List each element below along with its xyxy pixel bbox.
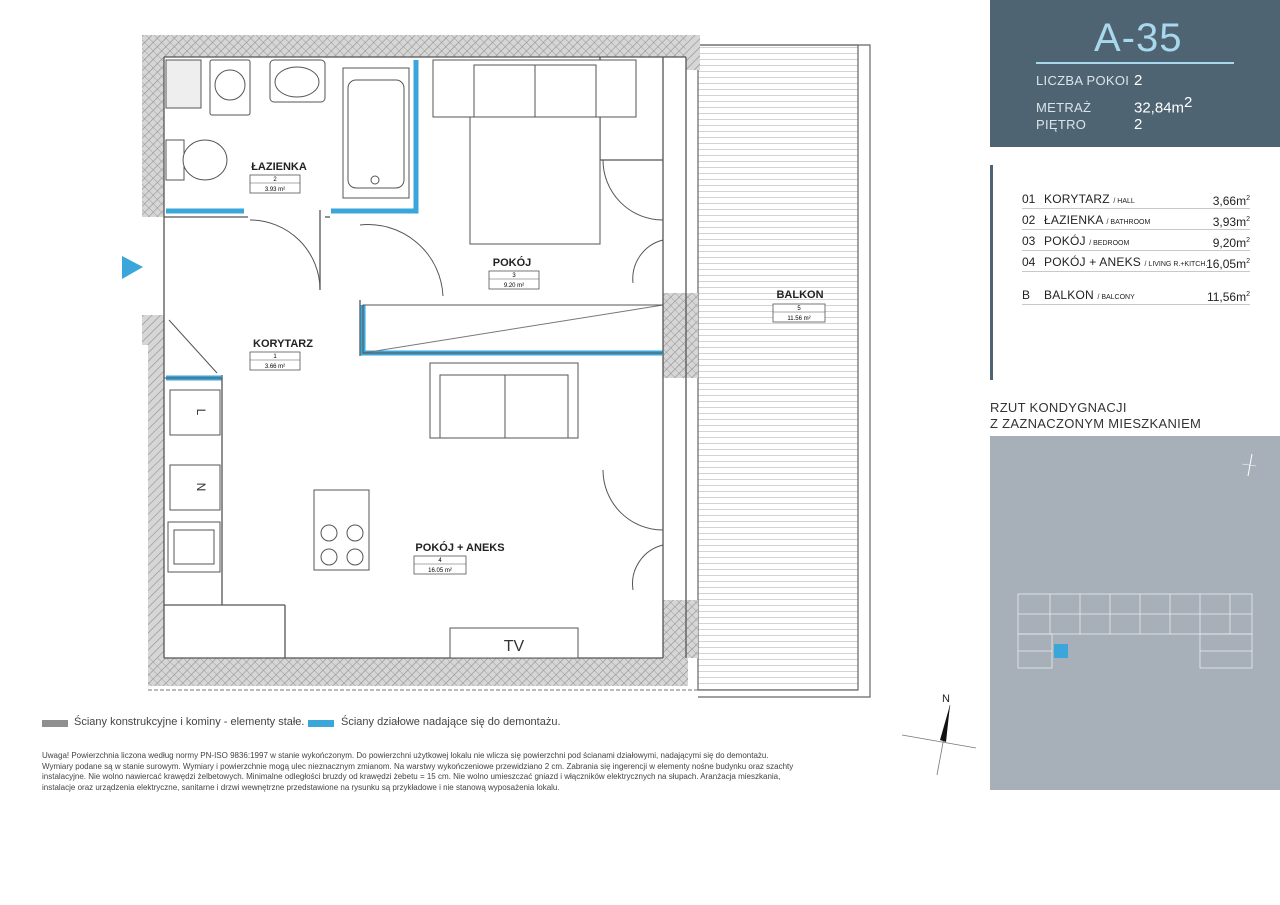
svg-text:3.93 m²: 3.93 m² xyxy=(264,187,286,193)
svg-text:ŁAZIENKA: ŁAZIENKA xyxy=(251,161,307,173)
svg-text:2: 2 xyxy=(273,177,277,183)
svg-text:3.66 m²: 3.66 m² xyxy=(264,364,286,370)
room-label-pokoj-aneks xyxy=(414,541,505,574)
svg-text:BALKON: BALKON xyxy=(776,289,824,301)
tv-label: TV xyxy=(503,638,525,655)
floor-overview-title: RZUT KONDYGNACJI Z ZAZNACZONYM MIESZKANIEM xyxy=(990,400,1202,431)
svg-text:POKÓJ + ANEKS: POKÓJ + ANEKS xyxy=(415,542,505,554)
svg-text:16.05 m²: 16.05 m² xyxy=(428,568,452,574)
svg-text:9.20 m²: 9.20 m² xyxy=(503,283,525,289)
table-row: 02 ŁAZIENKA / BATHROOM $3,93m^2$ xyxy=(1022,213,1250,229)
meta-rooms: LICZBA POKOI 2 xyxy=(1036,72,1143,89)
structural-walls xyxy=(142,35,700,690)
room-label-korytarz xyxy=(250,338,313,370)
north-arrow-icon xyxy=(902,693,976,775)
structural-swatch xyxy=(42,720,68,727)
legend-removable: Ściany działowe nadające się do demontażu. xyxy=(308,716,561,728)
table-row: 01 KORYTARZ / HALL $3,66m^2$ xyxy=(1022,192,1250,208)
svg-text:11.56 m²: 11.56 m² xyxy=(787,316,811,322)
meta-area: METRAŻ $32,84m^2$ xyxy=(1036,94,1193,117)
legend-structural: Ściany konstrukcyjne i kominy - elementy stałe. xyxy=(42,716,304,728)
table-row: 03 POKÓJ / BEDROOM $9,20m^2$ xyxy=(1022,234,1250,250)
room-table xyxy=(1022,190,1250,307)
cabinet-l-label: L xyxy=(194,408,208,416)
room-label-balkon xyxy=(773,289,825,322)
svg-text:4: 4 xyxy=(438,558,442,564)
highlighted-apartment xyxy=(1054,644,1068,658)
balcony xyxy=(698,45,870,697)
svg-text:POKÓJ: POKÓJ xyxy=(492,257,532,269)
living-furniture xyxy=(430,363,578,658)
svg-text:3: 3 xyxy=(512,273,516,279)
floor-overview-map xyxy=(990,436,1280,790)
meta-floor: PIĘTRO 2 xyxy=(1036,116,1143,133)
cabinet-n-label: N xyxy=(194,482,208,492)
svg-text:5: 5 xyxy=(797,306,801,312)
header-divider xyxy=(1036,62,1234,64)
room-label-pokoj xyxy=(489,256,539,289)
entrance-arrow-icon xyxy=(122,256,143,279)
room-label-lazienka xyxy=(250,161,307,193)
removable-swatch xyxy=(308,720,334,727)
apartment-code: A-35 xyxy=(1093,16,1183,60)
table-row: B BALKON / BALCONY $11,56m^2$ xyxy=(1022,288,1250,304)
notes: Uwaga! Powierzchnia liczona według normy PN-ISO 9836:1997 w stanie wykończonym. Do powierzchni użytkowej lokalu nie wlicza się powierzchni pod ścianami działowymi, nadającymi się do demontażu. Wymiary podane są w stanie surowym. Wymiary i powierzchnie mogą ulec nieznacznym zmianom. Na warstwy wykończeniowe przewidziano 2 cm. Zabrania się ingerencji w elementy nośne budynku oraz szachty instalacyjne. Nie wolno nawiercać krawędzi żelbetowych. Minimalne odległości bruzdy od krawędzi żebetu = 15 cm. Nie wolno umieszczać gniazd i włączników elektrycznych na słupach. Aranżacja mieszkania, instalacje oraz urządzenia elektryczne, sanitarne i drzwi wewnętrzne przedstawione na rysunku są przykładowe i nie stanową wyposażenia lokalu. xyxy=(42,751,794,792)
table-row: 04 POKÓJ + ANEKS / LIVING R.+KITCH. $16,05m^2$ xyxy=(1022,255,1250,271)
svg-text:N: N xyxy=(942,693,950,705)
svg-text:1: 1 xyxy=(273,354,277,360)
apartment-header xyxy=(990,0,1280,147)
table-accent-bar xyxy=(990,165,993,380)
svg-text:KORYTARZ: KORYTARZ xyxy=(253,338,313,350)
